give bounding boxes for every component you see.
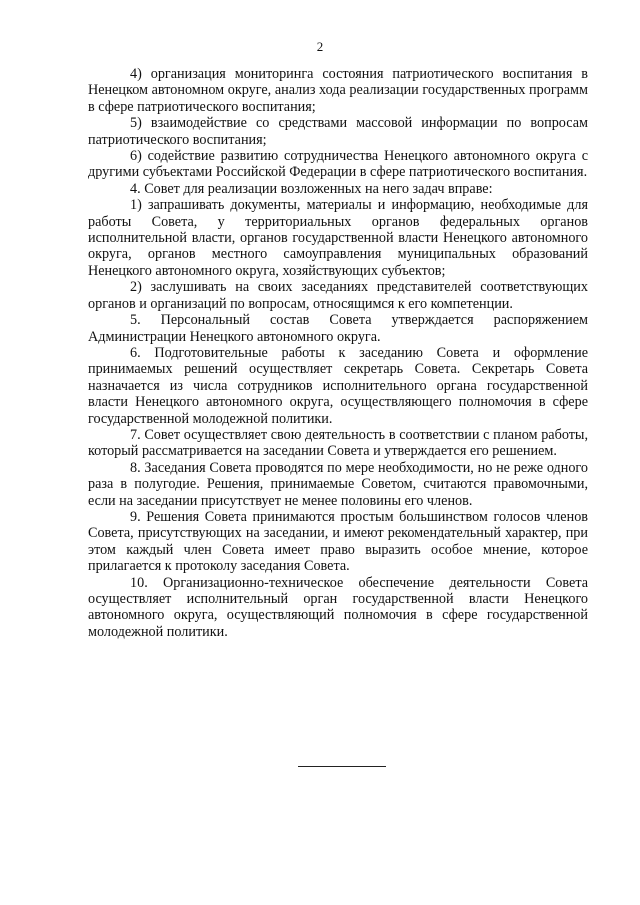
document-body [88, 66, 588, 640]
paragraph-section-8: 8. Заседания Совета проводятся по мере необходимости, но не реже одного раза в полугодие. Решения, принимаемые Советом, считаются правомочными, если на заседании присутствует не менее половины его членов. [88, 459, 588, 509]
paragraph-section-4: 4. Совет для реализации возложенных на него задач вправе: [130, 180, 493, 197]
paragraph-section-10: 10. Организационно-техническое обеспечение деятельности Совета осуществляет исполнительный орган государственной власти Ненецкого автономного округа, осуществляющий полномочия в сфере государственной молодежной политики. [88, 574, 588, 640]
paragraph-section-6: 6. Подготовительные работы к заседанию Совета и оформление принимаемых решений осуществляет секретарь Совета. Секретарь Совета назначается из числа сотрудников исполнительного органа государственной власти Ненецкого автономного округа, осуществляющего полномочия в сфере государственной молодежной политики. [88, 344, 588, 427]
paragraph-right-1: 1) запрашивать документы, материалы и информацию, необходимые для работы Совета, у территориальных органов федеральных органов исполнительной власти, органов государственной власти Ненецкого автономного округа, органов местного самоуправления муниципальных образований Ненецкого автономного округа, хозяйствующих субъектов; [88, 197, 588, 279]
paragraph-section-5: 5. Персональный состав Совета утверждается распоряжением Администрации Ненецкого автономного округа. [88, 312, 588, 345]
paragraph-item-4: 4) организация мониторинга состояния патриотического воспитания в Ненецком автономном округе, анализ хода реализации государственных программ в сфере патриотического воспитания; [88, 66, 588, 115]
paragraph-item-5: 5) взаимодействие со средствами массовой информации по вопросам патриотического воспитания; [88, 115, 588, 148]
end-divider [298, 766, 386, 767]
paragraph-section-7: 7. Совет осуществляет свою деятельность в соответствии с планом работы, который рассматривается на заседании Совета и утверждается его решением. [88, 426, 588, 460]
paragraph-item-6: 6) содействие развитию сотрудничества Ненецкого автономного округа с другими субъектами Российской Федерации в сфере патриотического воспитания. [88, 148, 588, 181]
page-number: 2 [316, 39, 324, 54]
paragraph-right-2: 2) заслушивать на своих заседаниях представителей соответствующих органов и организаций по вопросам, относящимся к его компетенции. [88, 279, 588, 312]
paragraph-section-9: 9. Решения Совета принимаются простым большинством голосов членов Совета, присутствующих на заседании, и имеют рекомендательный характер, при этом каждый член Совета имеет право выразить особое мнение, которое прилагается к протоколу заседания Совета. [88, 508, 588, 575]
